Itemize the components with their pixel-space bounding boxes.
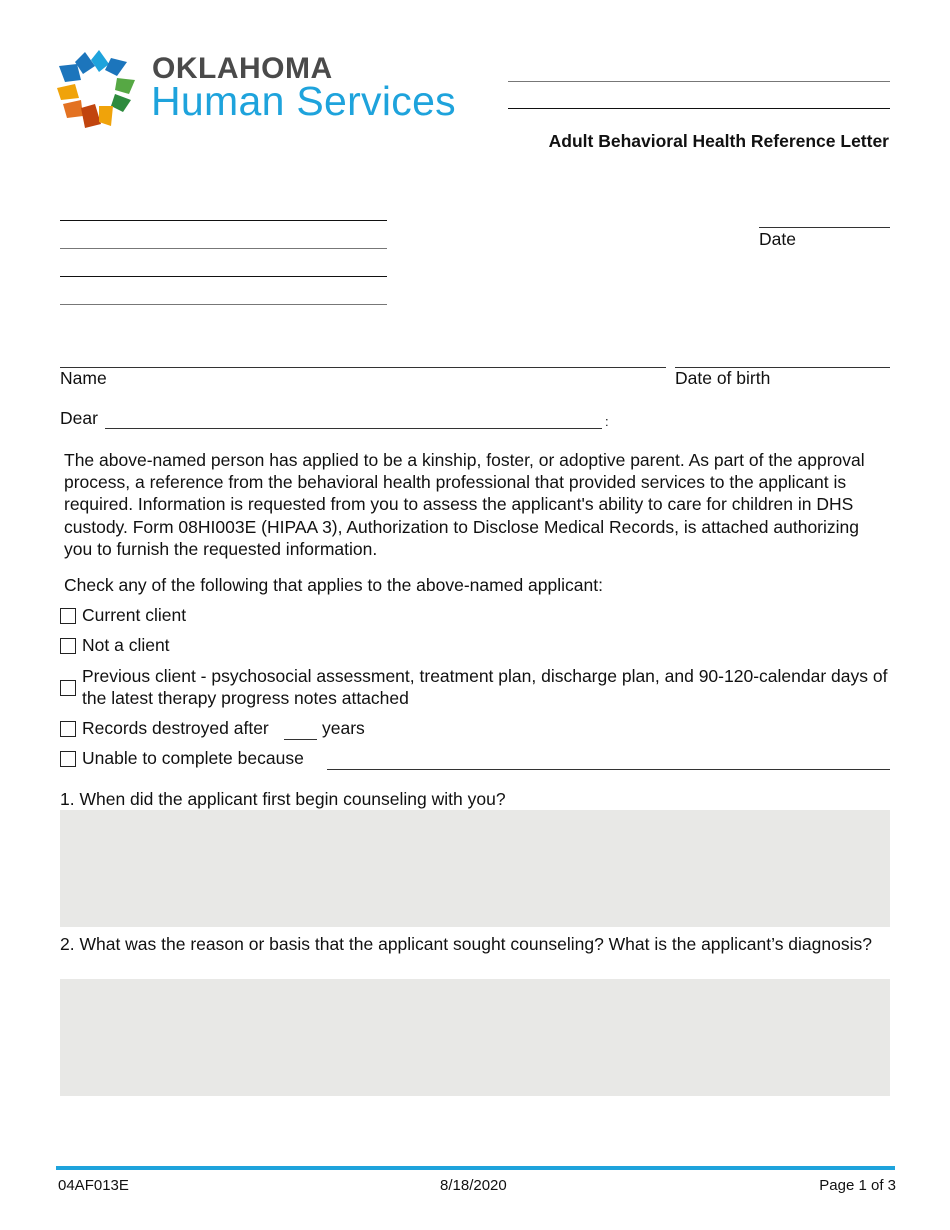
dob-label: Date of birth (675, 368, 771, 388)
checklist-prompt: Check any of the following that applies to the above-named applicant: (64, 575, 603, 595)
previous-client-checkbox[interactable] (60, 680, 76, 696)
unable-to-complete-reason-field[interactable] (327, 769, 890, 770)
header-line-1 (508, 81, 890, 82)
question-1-text: 1. When did the applicant first begin counseling with you? (60, 789, 506, 809)
header-line-2 (508, 108, 890, 109)
footer-page-number: Page 1 of 3 (819, 1177, 896, 1194)
dear-colon: : (605, 414, 609, 429)
agency-logo (55, 48, 465, 134)
records-destroyed-checkbox[interactable] (60, 721, 76, 737)
unable-to-complete-label: Unable to complete because (82, 748, 304, 768)
question-2-answer-field[interactable] (60, 979, 890, 1096)
address-line-3[interactable] (60, 276, 387, 277)
dear-label: Dear (60, 408, 98, 428)
footer-form-id: 04AF013E (58, 1177, 129, 1194)
star-emblem-icon (55, 48, 139, 134)
address-line-1[interactable] (60, 220, 387, 221)
date-label: Date (759, 229, 796, 249)
address-line-2[interactable] (60, 248, 387, 249)
address-line-4[interactable] (60, 304, 387, 305)
footer-divider (56, 1166, 895, 1170)
intro-paragraph: The above-named person has applied to be a kinship, foster, or adoptive parent. As part of the approval process, a reference from the behavioral health professional that provided services to the applicant is required. Information is requested from you to assess the applicant's ability to care for children in DHS custody. Form 08HI003E (HIPAA 3), Authorization to Disclose Medical Records, is attached authorizing you to furnish the requested information. (64, 450, 865, 559)
date-field[interactable] (759, 227, 890, 228)
name-field[interactable] (60, 367, 666, 368)
footer-date: 8/18/2020 (440, 1177, 507, 1194)
current-client-label: Current client (82, 605, 187, 625)
unable-to-complete-checkbox[interactable] (60, 751, 76, 767)
not-a-client-checkbox[interactable] (60, 638, 76, 654)
page-title: Adult Behavioral Health Reference Letter (548, 131, 889, 151)
question-2-text: 2. What was the reason or basis that the applicant sought counseling? What is the applicant’s diagnosis? (60, 934, 872, 954)
logo-line-human-services: Human Services (151, 78, 456, 124)
logo-line-oklahoma: OKLAHOMA (152, 52, 333, 85)
current-client-checkbox[interactable] (60, 608, 76, 624)
records-destroyed-years-field[interactable] (284, 739, 317, 740)
question-1-answer-field[interactable] (60, 810, 890, 927)
previous-client-label: Previous client - psychosocial assessment, treatment plan, discharge plan, and 90-120-calendar days of the latest therapy progress notes attached (82, 666, 888, 709)
dear-recipient-field[interactable] (105, 428, 602, 429)
records-destroyed-years-label: years (322, 718, 365, 738)
not-a-client-label: Not a client (82, 635, 170, 655)
records-destroyed-label: Records destroyed after (82, 718, 269, 738)
name-label: Name (60, 368, 107, 388)
